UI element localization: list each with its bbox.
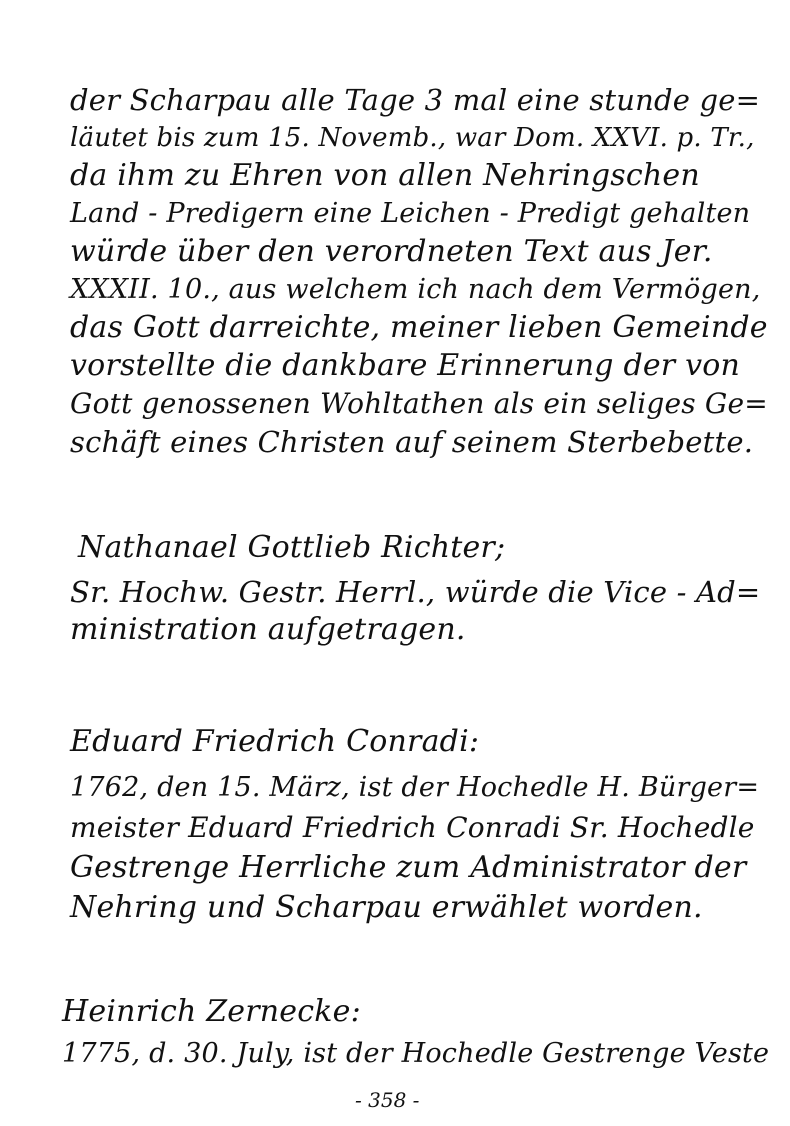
section-heading: Nathanael Gottlieb Richter;	[78, 530, 506, 565]
text-line: ministration aufgetragen.	[70, 612, 466, 647]
text-line: Nehring und Scharpau erwählet worden.	[70, 890, 703, 925]
text-line: das Gott darreichte, meiner lieben Gemeinde	[70, 310, 768, 345]
text-line: 1775, d. 30. July, ist der Hochedle Gestrenge Veste	[62, 1038, 770, 1069]
section-heading: Eduard Friedrich Conradi:	[70, 724, 480, 759]
text-line: Land - Predigern eine Leichen - Predigt gehalten	[70, 198, 751, 229]
text-line: da ihm zu Ehren von allen Nehringschen	[70, 158, 700, 193]
text-line: Sr. Hochw. Gestr. Herrl., würde die Vice - Ad=	[70, 575, 761, 609]
text-line: 1762, den 15. März, ist der Hochedle H. Bürger=	[70, 772, 760, 803]
text-line: Gott genossenen Wohltathen als ein seliges Ge=	[70, 387, 768, 420]
text-line: läutet bis zum 15. Novemb., war Dom. XXVI. p. Tr.,	[70, 123, 755, 153]
text-line: würde über den verordneten Text aus Jer.	[70, 234, 713, 269]
text-line: vorstellte die dankbare Erinnerung der von	[70, 348, 741, 383]
text-line: der Scharpau alle Tage 3 mal eine stunde ge=	[70, 83, 761, 117]
section-heading: Heinrich Zernecke:	[62, 994, 361, 1029]
text-line: Gestrenge Herrliche zum Administrator der	[70, 850, 747, 885]
text-line: XXXII. 10., aus welchem ich nach dem Vermögen,	[70, 274, 761, 305]
text-line: meister Eduard Friedrich Conradi Sr. Hochedle	[70, 811, 755, 844]
page-number: - 358 -	[355, 1088, 420, 1112]
text-line: schäft eines Christen auf seinem Sterbebette.	[70, 425, 754, 459]
